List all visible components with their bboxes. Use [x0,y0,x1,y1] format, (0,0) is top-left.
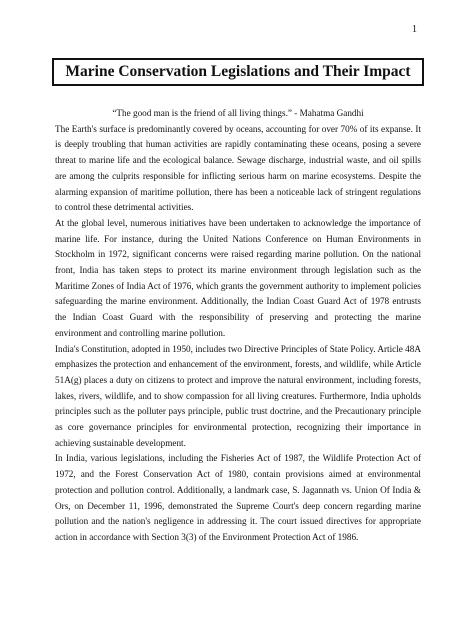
paragraph-global-national: At the global level, numerous initiatives have been undertaken to acknowledge the importance of marine life. For instance, during the United Nations Conference on Human Environments in Stockholm in 1972, significant concerns were raised regarding marine pollution. On the national front, India has taken steps to protect its marine environment through legislation such as the Maritime Zones of India Act of 1976, which grants the government authority to implement policies safeguarding the marine environment. Additionally, the Indian Coast Guard Act of 1978 entrusts the Indian Coast Guard with the responsibility of preserving and protecting the marine environment and controlling marine pollution. [55,217,421,338]
paragraph-legislations: In India, various legislations, including the Fisheries Act of 1987, the Wildlife Protection Act of 1972, and the Forest Conservation Act of 1980, contain provisions aimed at environmental protection and pollution control. Additionally, a landmark case, S. Jagannath vs. Union Of India & Ors, on December 11, 1996, demonstrated the Supreme Court's deep concern regarding marine pollution and the nation's negligence in addressing it. The court issued directives for appropriate action in accordance with Section 3(3) of the Environment Protection Act of 1986. [55,453,421,542]
document-title: Marine Conservation Legislations and Their Impact [65,63,411,80]
page-number: 1 [412,24,417,35]
document-body [55,106,421,546]
paragraph-constitution: India's Constitution, adopted in 1950, includes two Directive Principles of State Policy. Article 48A emphasizes the protection and enhancement of the environment, forests, and wildlife, while Article 51A(g) places a duty on citizens to protect and improve the natural environment, including forests, lakes, rivers, wildlife, and to show compassion for all living creatures. Furthermore, India upholds principles such as the polluter pays principle, public trust doctrine, and the Precautionary principle as core governance principles for environmental protection, recognizing their importance in achieving sustainable development. [55,343,421,448]
epigraph-quote: “The good man is the friend of all living things.” - Mahatma Gandhi [112,108,364,118]
title-box [52,58,424,86]
paragraph-oceans: The Earth's surface is predominantly covered by oceans, accounting for over 70% of its expanse. It is deeply troubling that human activities are rapidly contaminating these oceans, posing a severe threat to marine life and the ecological balance. Sewage discharge, industrial waste, and oil spills are among the culprits responsible for inflicting serious harm on marine ecosystems. Despite the alarming expansion of maritime pollution, there has been a noticeable lack of stringent regulations to control these detrimental activities. [55,123,421,213]
